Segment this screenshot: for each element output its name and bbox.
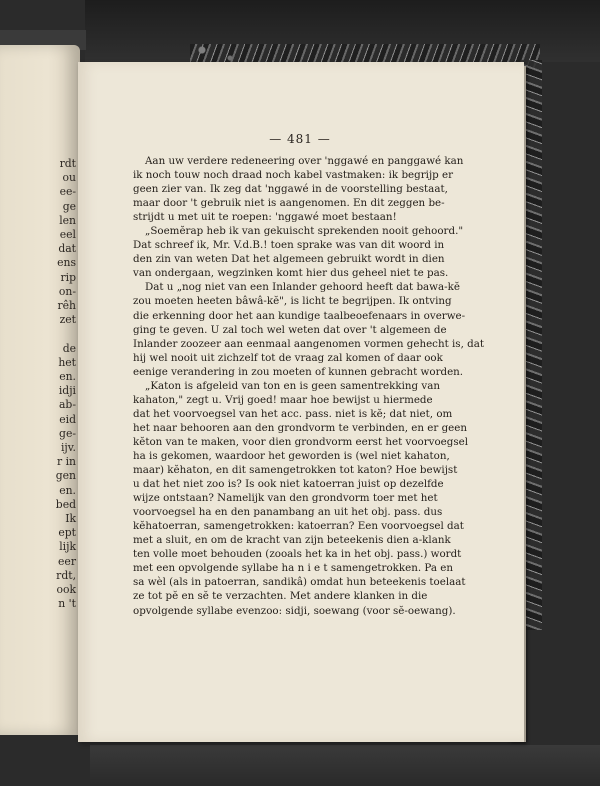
text-line: ik noch touw noch draad noch kabel vastmaken: ik begrijp er	[133, 169, 454, 182]
left-page-text-fragments	[56, 157, 76, 612]
text-line: Aan uw verdere redeneering over 'nggawé en panggawé kan	[145, 155, 464, 167]
text-line: wijze ontstaan? Namelijk van den grondvorm toer met het	[133, 492, 438, 505]
background-bottom	[90, 745, 600, 786]
text-line: opvolgende syllabe evenzoo: sidji, soewang (voor sĕ-oewang).	[133, 604, 456, 617]
left-page-fragment: Ik	[65, 512, 76, 526]
left-page-fragment: rêh	[57, 299, 76, 313]
text-line: met a sluit, en om de kracht van zijn beteekenis dien a-klank	[133, 534, 451, 547]
text-line: voorvoegsel ha en den panambang an uit het obj. pass. dus	[133, 506, 443, 519]
text-line: u dat het niet zoo is? Is ook niet katoerran juist op dezelfde	[133, 478, 444, 491]
left-page-fragment: ab-	[59, 398, 76, 412]
text-line: sa wèl (als in patoerran, sandikâ) omdat hun beteekenis toelaat	[133, 576, 466, 589]
left-page-fragment: en.	[59, 370, 76, 384]
left-page-fragment: ee-	[59, 185, 76, 199]
left-page-fragment: n 't	[58, 597, 76, 611]
left-page-fragment: zet	[59, 313, 76, 327]
left-page-fragment: ge-	[59, 426, 76, 440]
left-page-fragment: rip	[60, 270, 76, 284]
left-page-fragment: en.	[59, 483, 76, 497]
text-line: „Katon is afgeleid van ton en is geen samentrekking van	[145, 379, 440, 392]
text-line: kĕton van te maken, voor dien grondvorm eerst het voorvoegsel	[133, 435, 469, 448]
text-line: zou moeten heeten bâwâ-kĕ", is licht te begrijpen. Ik ontving	[133, 295, 452, 308]
text-line: „Soemĕrap heb ik van gekuischt sprekenden nooit gehoord."	[145, 225, 464, 238]
left-page-fragment: idji	[58, 384, 76, 398]
left-page-fragment: ou	[62, 171, 76, 185]
text-line: strijdt u met uit te roepen: 'nggawé moet bestaan!	[133, 211, 397, 224]
left-page-fragment: de	[62, 341, 76, 355]
text-line: maar door 't gebruik niet is aangenomen. En dit zeggen be-	[133, 197, 445, 210]
left-page-fragment: eel	[59, 228, 76, 242]
text-line: Dat schreef ik, Mr. V.d.B.! toen sprake was van dit woord in	[133, 239, 445, 252]
left-page-fragment: het	[58, 355, 76, 369]
text-line: ze tot pĕ en sĕ te verzachten. Met andere klanken in die	[133, 590, 428, 603]
left-page-fragment: lijk	[59, 540, 76, 554]
left-page-fragment: rdt	[59, 157, 76, 170]
text-line: Inlander zoozeer aan eenmaal aangenomen vormen gehecht is, dat	[133, 337, 484, 350]
text-line: kahaton," zegt u. Vrij goed! maar hoe bewijst u hiermede	[133, 393, 433, 406]
left-page-fragment: r in	[57, 455, 76, 469]
left-page-fragment: ge	[62, 199, 76, 213]
left-page-fragment: rdt,	[56, 568, 76, 582]
text-line: ha is gekomen, waardoor het geworden is (wel niet kahaton,	[133, 449, 450, 462]
left-page-fragment: ept	[58, 526, 76, 540]
text-line: maar) kĕhaton, en dit samengetrokken tot katon? Hoe bewijst	[133, 464, 458, 477]
left-page-fragment: bed	[55, 497, 76, 511]
left-facing-page	[0, 45, 80, 735]
left-page-fragment	[56, 327, 76, 341]
text-line: ten volle moet behouden (zooals het ka in het obj. pass.) wordt	[133, 548, 462, 561]
text-line: dat het voorvoegsel van het acc. pass. niet is kĕ; dat niet, om	[133, 407, 453, 420]
page-number: — 481 —	[269, 132, 331, 146]
left-page-fragment: on-	[58, 284, 76, 298]
text-line: die erkenning door het aan kundige taalbeoefenaars in overwe-	[133, 309, 466, 322]
text-line: van ondergaan, wegzinken komt hier dus geheel niet te pas.	[133, 267, 449, 280]
text-line: geen zier van. Ik zeg dat 'nggawé in de voorstelling bestaat,	[133, 183, 448, 196]
left-page-fragment: ijv.	[60, 441, 76, 455]
left-page-fragment: eer	[58, 554, 76, 568]
left-page-fragment: ook	[56, 583, 76, 597]
page-body-text	[133, 154, 484, 618]
left-page-fragment: eid	[59, 412, 76, 426]
left-page-fragment: ens	[57, 256, 76, 270]
left-page-fragment: dat	[58, 242, 76, 256]
text-line: den zin van weten Dat het algemeen gebruikt wordt in dien	[133, 253, 445, 266]
text-line: het naar behooren aan den grondvorm te verbinden, en er geen	[133, 421, 467, 434]
text-line: Dat u „nog niet van een Inlander gehoord heeft dat bawa-kĕ	[145, 281, 460, 294]
text-line: met een opvolgende syllabe ha n i e t samengetrokken. Pa en	[133, 562, 454, 575]
left-page-fragment: len	[59, 213, 76, 227]
left-page-fragment: gen	[55, 469, 76, 483]
text-line: eenige verandering in zou moeten of kunnen gebracht worden.	[133, 365, 464, 378]
text-line: ging te geven. U zal toch wel weten dat over 't algemeen de	[133, 323, 447, 336]
text-line: kĕhatoerran, samengetrokken: katoerran? Een voorvoegsel dat	[133, 520, 464, 533]
text-line: hij wel nooit uit zichzelf tot de vraag zal komen of daar ook	[133, 351, 443, 364]
